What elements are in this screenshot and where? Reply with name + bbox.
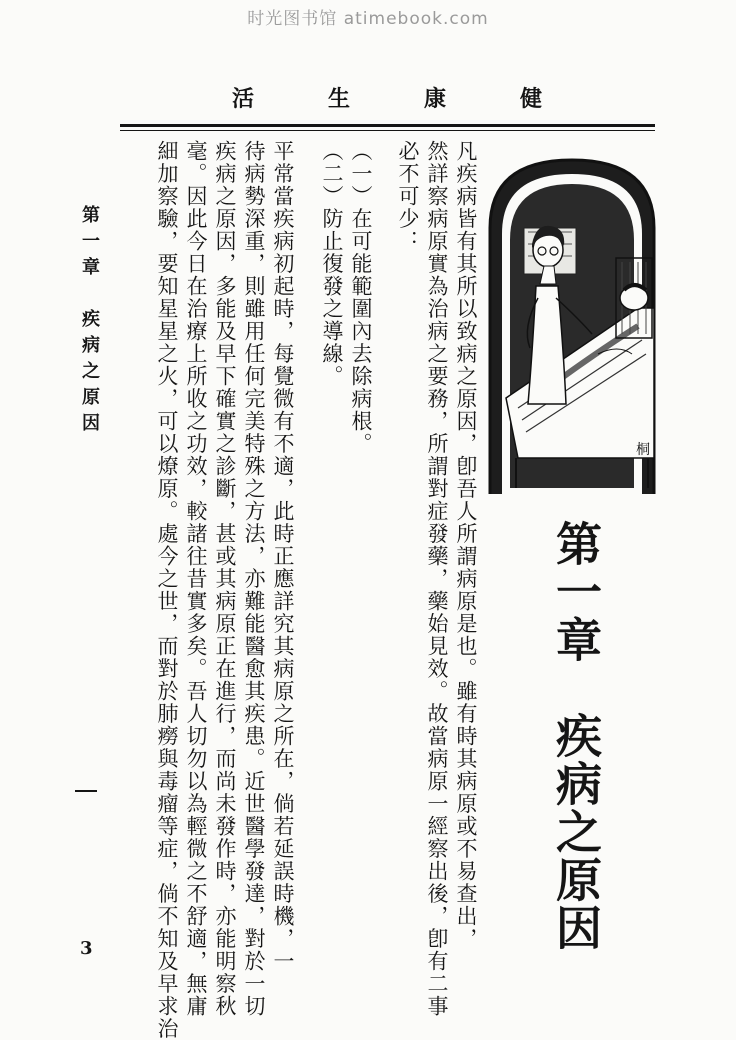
running-header (232, 82, 542, 112)
header-char: 活 (232, 85, 255, 112)
header-char: 康 (423, 85, 446, 112)
illustration-svg (488, 158, 656, 496)
illustrator-signature: 桐 (636, 442, 650, 458)
header-char: 生 (327, 85, 350, 112)
body-paragraph: 平常當疾病初起時，每覺微有不適，此時正應詳究其病原之所在，倘若延誤時機，一 待病勢深重，則雖用任何完美特殊之方法，亦難能醫愈其疾患。近世醫學發達，對於一切 疾病之原因，多能及早下確實之診斷，甚或其病原正在進行，而尚未發作時，亦能明察秋 毫。因此今日在治療上所收之功效，較諸往昔實多矣。吾人切勿以為輕微之不舒適，無庸 細加察驗，要知星星之火，可以燎原。處今之世，而對於肺癆與毒瘤等症，倘不知及早求治 (155, 140, 295, 1040)
header-char: 健 (519, 85, 542, 112)
watermark: 时光图书馆 atimebook.com (247, 9, 489, 29)
intro-paragraph: 凡疾病皆有其所以致病之原因，卽吾人所謂病原是也。雖有時其病原或不易查出， 然詳察病原實為治病之要務，所謂對症發藥，藥始見效。故當病原一經察出後，卽有二事 必不可少： (396, 140, 478, 1018)
chapter-title: 第一章 疾病之原因 (549, 520, 603, 952)
two-items-list: （一）在可能範圍內去除病根。 （二）防止復發之導線。 (320, 140, 373, 455)
side-dash (75, 790, 97, 792)
page-number: 3 (80, 938, 93, 959)
header-rule (120, 124, 655, 127)
side-chapter-header: 第一章 疾病之原因 (79, 205, 100, 439)
header-rule-thin (120, 130, 655, 131)
nurse-patient-illustration (488, 158, 656, 496)
